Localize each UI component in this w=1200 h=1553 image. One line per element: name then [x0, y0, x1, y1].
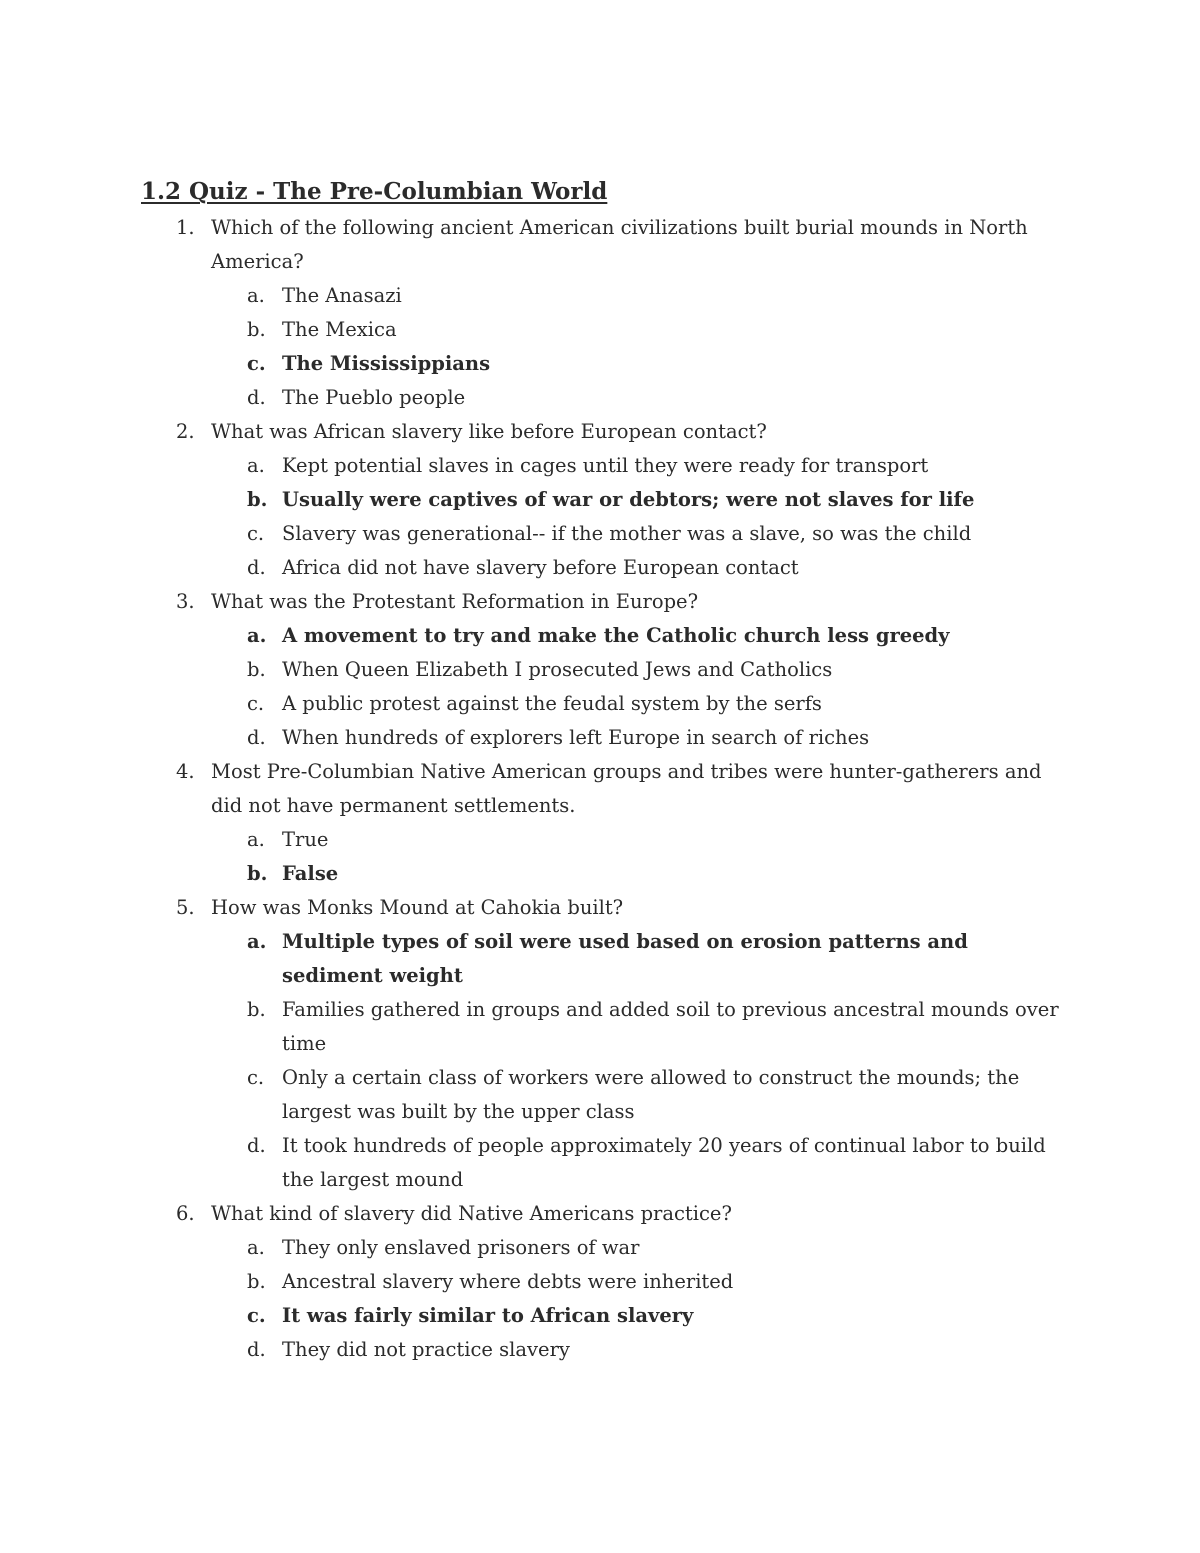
answer-option-correct	[211, 347, 1070, 381]
question-text: What was the Protestant Reformation in Europe?	[211, 590, 699, 613]
quiz-title: 1.2 Quiz - The Pre-Columbian World	[141, 178, 608, 205]
answer-options	[211, 925, 1070, 1197]
option-letter: b.	[247, 1270, 266, 1293]
answer-options	[211, 823, 1070, 891]
answer-option-correct	[211, 483, 1070, 517]
answer-options	[211, 449, 1070, 585]
answer-option	[211, 721, 1070, 755]
option-text: They did not practice slavery	[282, 1338, 570, 1361]
option-text: Multiple types of soil were used based on erosion patterns and sediment weight	[282, 930, 968, 987]
question-list	[0, 211, 1200, 1367]
question-number: 6.	[176, 1202, 195, 1225]
answer-option	[211, 823, 1070, 857]
answer-option	[211, 1061, 1070, 1129]
answer-option-correct	[211, 619, 1070, 653]
option-text: Families gathered in groups and added soil to previous ancestral mounds over time	[282, 998, 1059, 1055]
question-item-4	[0, 755, 1200, 891]
option-letter: b.	[247, 318, 266, 341]
option-text: The Mexica	[282, 318, 397, 341]
question-item-3	[0, 585, 1200, 755]
option-letter: b.	[247, 862, 268, 885]
answer-option	[211, 517, 1070, 551]
answer-option	[211, 279, 1070, 313]
question-item-2	[0, 415, 1200, 585]
question-number: 5.	[176, 896, 195, 919]
option-letter: d.	[247, 1338, 266, 1361]
option-letter: a.	[247, 828, 265, 851]
answer-options	[211, 1231, 1070, 1367]
option-text: A movement to try and make the Catholic church less greedy	[282, 624, 950, 647]
answer-option-correct	[211, 925, 1070, 993]
option-text: The Anasazi	[282, 284, 402, 307]
answer-option	[211, 993, 1070, 1061]
answer-option	[211, 449, 1070, 483]
answer-option	[211, 551, 1070, 585]
option-text: When hundreds of explorers left Europe in search of riches	[282, 726, 870, 749]
option-text: A public protest against the feudal system by the serfs	[282, 692, 822, 715]
question-item-1	[0, 211, 1200, 415]
question-text: How was Monks Mound at Cahokia built?	[211, 896, 624, 919]
answer-option	[211, 687, 1070, 721]
option-text: When Queen Elizabeth I prosecuted Jews and Catholics	[282, 658, 833, 681]
option-letter: c.	[247, 692, 265, 715]
option-letter: c.	[247, 1304, 266, 1327]
option-letter: a.	[247, 930, 267, 953]
answer-options	[211, 619, 1070, 755]
option-text: They only enslaved prisoners of war	[282, 1236, 640, 1259]
question-text: What kind of slavery did Native Americans practice?	[211, 1202, 732, 1225]
option-letter: b.	[247, 488, 268, 511]
option-letter: d.	[247, 386, 266, 409]
option-letter: c.	[247, 352, 266, 375]
option-text: Slavery was generational-- if the mother was a slave, so was the child	[282, 522, 972, 545]
option-letter: d.	[247, 1134, 266, 1157]
option-letter: b.	[247, 998, 266, 1021]
question-text: Which of the following ancient American civilizations built burial mounds in North America?	[211, 216, 1028, 273]
question-item-5	[0, 891, 1200, 1197]
option-letter: d.	[247, 726, 266, 749]
answer-option	[211, 1333, 1070, 1367]
question-number: 2.	[176, 420, 195, 443]
option-text: It was fairly similar to African slavery	[282, 1304, 694, 1327]
answer-option-correct	[211, 857, 1070, 891]
option-letter: c.	[247, 1066, 265, 1089]
option-letter: a.	[247, 624, 267, 647]
answer-option	[211, 653, 1070, 687]
answer-option	[211, 381, 1070, 415]
answer-option-correct	[211, 1299, 1070, 1333]
question-item-6	[0, 1197, 1200, 1367]
question-number: 1.	[176, 216, 195, 239]
option-letter: a.	[247, 284, 265, 307]
option-letter: a.	[247, 1236, 265, 1259]
question-number: 4.	[176, 760, 195, 783]
option-letter: d.	[247, 556, 266, 579]
question-text: What was African slavery like before European contact?	[211, 420, 767, 443]
option-text: Usually were captives of war or debtors; were not slaves for life	[282, 488, 975, 511]
option-text: Africa did not have slavery before European contact	[282, 556, 799, 579]
option-text: The Mississippians	[282, 352, 491, 375]
option-letter: b.	[247, 658, 266, 681]
option-text: The Pueblo people	[282, 386, 466, 409]
answer-option	[211, 1265, 1070, 1299]
question-text: Most Pre-Columbian Native American groups and tribes were hunter-gatherers and did not have permanent settlements.	[211, 760, 1042, 817]
answer-option	[211, 1129, 1070, 1197]
answer-options	[211, 279, 1070, 415]
option-text: True	[282, 828, 329, 851]
option-text: Only a certain class of workers were allowed to construct the mounds; the largest was built by the upper class	[282, 1066, 1020, 1123]
option-letter: a.	[247, 454, 265, 477]
question-number: 3.	[176, 590, 195, 613]
option-letter: c.	[247, 522, 265, 545]
option-text: It took hundreds of people approximately 20 years of continual labor to build the largest mound	[282, 1134, 1046, 1191]
option-text: False	[282, 862, 339, 885]
answer-option	[211, 313, 1070, 347]
option-text: Ancestral slavery where debts were inherited	[282, 1270, 734, 1293]
option-text: Kept potential slaves in cages until they were ready for transport	[282, 454, 929, 477]
answer-option	[211, 1231, 1070, 1265]
